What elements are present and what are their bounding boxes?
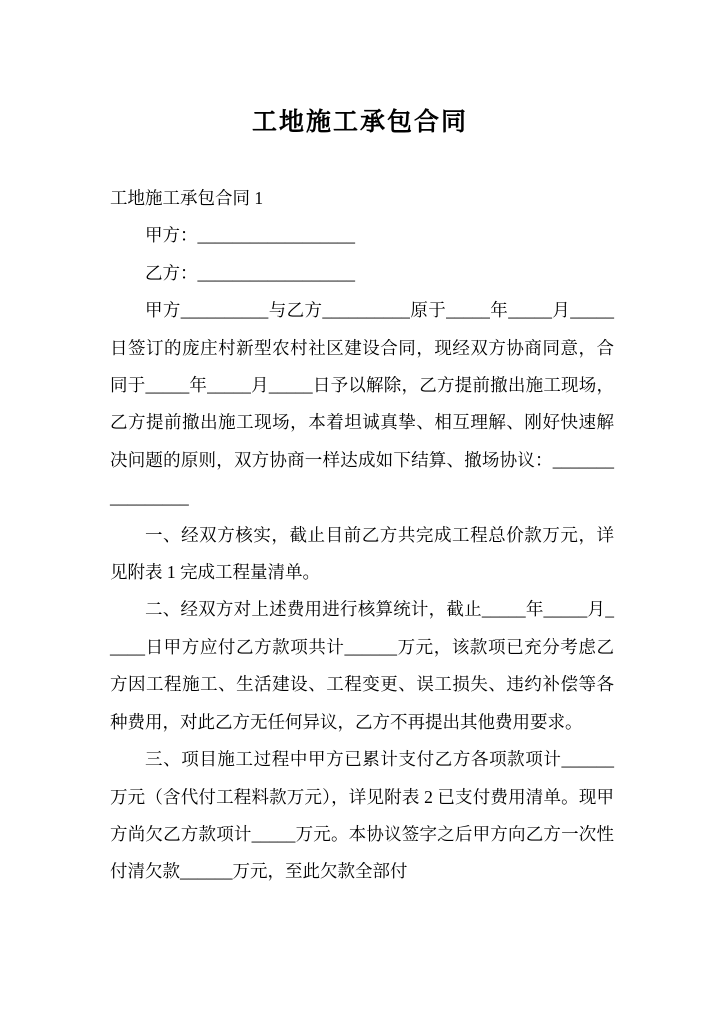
paragraph: 工地施工承包合同 1 [110,188,264,208]
paragraph: 二、经双方对上述费用进行核算统计，截止_____年_____月_____日甲方应付乙方款项共计______万元，该款项已充分考虑乙方因工程施工、生活建设、工程变更、误工损失、违约补偿等各种费用，对此乙方无任何异议，乙方不再提出其他费用要求。 [110,599,614,732]
document-title: 工地施工承包合同 [251,109,468,136]
paragraph: 甲方__________与乙方__________原于_____年_____月_____日签订的庞庄村新型农村社区建设合同，现经双方协商同意，合同于_____年_____月_____日予以解除，乙方提前撤出施工现场，乙方提前撤出施工现场，本着坦诚真挚、相互理解、刚好快速解决问题的原则，双方协商一样达成如下结算、撤场协议：________________ [110,300,614,508]
paragraph: 三、项目施工过程中甲方已累计支付乙方各项款项计______万元（含代付工程料款万元），详见附表 2 已支付费用清单。现甲方尚欠乙方款项计_____万元。本协议签字之后甲方向乙方一次性付清欠款______万元，至此欠款全部付 [110,749,614,882]
paragraph: 乙方：__________________ [145,262,355,283]
paragraph: 甲方：__________________ [145,225,355,246]
document-body [110,180,614,891]
paragraph: 一、经双方核实，截止目前乙方共完成工程总价款万元，详见附表 1 完成工程量清单。 [110,524,614,583]
